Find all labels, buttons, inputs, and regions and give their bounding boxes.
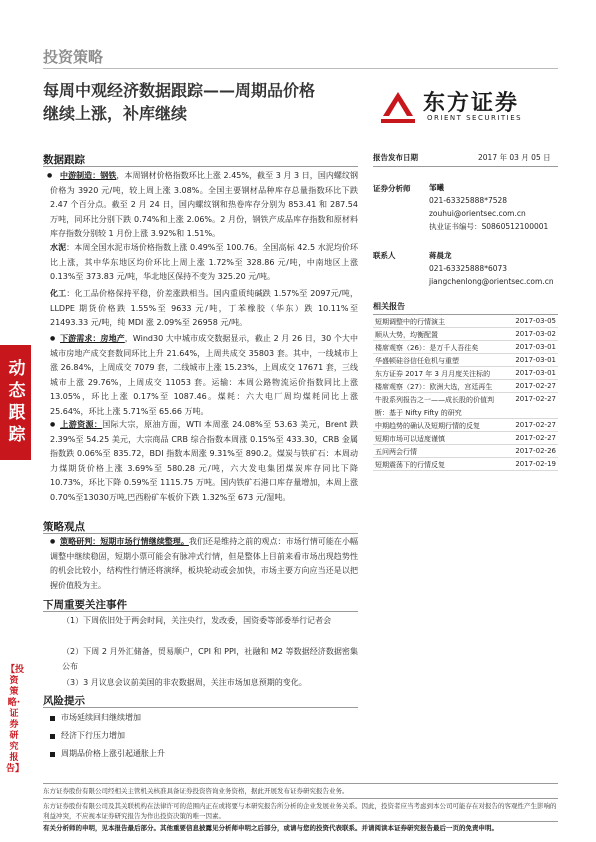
related-report-title[interactable]: 楼席观察（26）：是万千人吾往矣 [375,344,479,352]
risk-item: 市场延续回归继续增加 [61,713,141,722]
paragraph-text: ：化工品价格保持平稳，价差涨跌相当。国内重质纯碱跌 1.57%至 2097元/吨，LLDPE 期货价格跌 1.55%至 9633 元/吨，丁苯橡胶（华东）跌 10.11%至 21493.33 元/吨，纯 MDI 涨 2.09%至 26958 元/吨。 [50,289,358,327]
square-bullet-icon [50,716,55,721]
section-divider [43,533,358,534]
analyst-label: 证券分析师 [373,184,411,193]
report-title [43,79,363,125]
paragraph-keyword: 化工 [50,289,67,298]
related-reports-title: 相关报告 [373,302,405,311]
related-report-date: 2017-02-27 [515,434,556,442]
related-report-date: 2017-03-01 [515,369,556,377]
footer-divider [43,798,558,799]
related-report-row[interactable] [373,393,558,406]
paragraph-keyword: 下游需求：房地产 [60,334,125,343]
event-item: （1）下周依旧处于两会时间，关注央行，发改委，国资委等部委举行记者会 [62,616,332,625]
company-logo [373,86,558,128]
related-report-row[interactable] [373,419,558,432]
related-report-row[interactable] [373,406,558,419]
analyst-email[interactable]: zouhui@orientsec.com.cn [429,209,526,218]
related-report-row[interactable] [373,354,558,367]
related-report-title[interactable]: 断：基于 Nifty Fifty 的研究 [375,409,462,417]
title-line-2: 继续上涨，补库继续 [43,104,188,123]
paragraph-text: 国际大宗，原油方面，WTI 本周涨 24.08%至 53.63 美元，Brent 跌 2.39%至 54.25 美元，大宗商品 CRB 综合指数本周涨 0.15%至 433.30，CRB 金属指数跌 0.06%至 835.72，BDI 指数本周涨 9.31%至 890.2。煤炭与铁矿石：本周动力煤期货价格上涨 3.69%至 580.28 元/吨，六大发电集团煤炭库存同比下降 10.73%，环比下降 0.59%至 1115.75 万吨。国内铁矿石港口库存量增加，本周上涨 0.70%至13030万吨,巴西粉矿车板价下跌 1.32%至 673 元/湿吨。 [50,420,358,502]
footer-line-3: 有关分析师的申明，见本报告最后部分。其他重要信息披露见分析师申明之后部分，或请与您的投资代表联系。并请阅读本证券研究报告最后一页的免责申明。 [43,824,498,832]
section-title-events: 下周重要关注事件 [43,599,127,611]
section-title-strategy: 策略观点 [43,521,85,533]
header-divider [43,68,558,69]
contact-email[interactable]: jiangchenlong@orientsec.com.cn [429,277,554,286]
related-report-title[interactable]: 牛股系列报告之一——成长股的价值判 [375,396,494,404]
event-item: （2）下周 2 月外汇储备，贸易顺户，CPI 和 PPI，社融和 M2 等数据经济数据密集公布 [62,647,358,671]
related-report-row[interactable] [373,341,558,354]
related-report-title[interactable]: 顺从大势，均衡配置 [375,331,438,339]
orient-logo-icon [377,86,419,128]
paragraph-text: 我们还是维持之前的观点：市场行情可能在小幅调整中继续稳固，短期小票可能会有脉冲式行情，但是整体上目前来看市场出现趋势性的机会比较小，结构性行情还将演绎，板块轮动或会加快，市场主要方向应当还是以把握价值股为主。 [50,537,359,590]
paragraph-text: ，本周钢材价格指数环比上涨 2.45%，截至 3 月 3 日，国内螺纹钢价格为 3920 元/吨，较上周上涨 3.08%。全国主要钢材品种库存总量指数环比下跌 2.47 个百分点。截至 2 月 24 日，国内螺纹钢和热卷库存分别为 853.41 和 287.54 万吨，同环比分别下跌 0.74%和上涨 2.06%。2 月份，钢铁产成品库存指数和原材料库存指数分别较 1 月份上涨 3.92%和 1.51%。 [50,171,359,238]
contact-label: 联系人 [373,251,396,260]
related-report-date: 2017-02-26 [515,447,556,455]
paragraph-keyword: 水泥 [50,243,67,252]
paragraph-text: ：本周全国水泥市场价格指数上涨 0.49%至 100.76。全国高标 42.5 水泥均价环比上涨，其中华东地区均价环比上周上涨 1.72%至 328.86 元/吨，中南地区上涨 0.13%至 373.83 元/吨，华北地区保持不变为 325.20 元/吨。 [50,243,359,281]
paragraph-chemical [50,287,358,331]
title-line-1: 每周中观经济数据跟踪——周期品价格 [43,81,316,100]
analyst-name: 邹曦 [429,183,444,192]
paragraph-keyword: 策略研判：短期市场行情继续整理。 [60,537,189,546]
related-report-date: 2017-03-01 [515,343,556,351]
footer-divider [43,783,558,784]
analyst-cert: 执业证书编号：S0860512100001 [429,222,549,231]
related-report-title[interactable]: 五问两会行情 [375,448,417,456]
related-report-date: 2017-03-05 [515,317,556,325]
related-report-title[interactable]: 东方证券 2017 年 3 月月度关注标的 [375,370,491,378]
risk-item: 经济下行压力增加 [61,731,125,740]
paragraph-downstream [50,332,358,419]
section-divider [43,611,358,612]
bullet-icon: ● [50,421,56,428]
section-title-risk: 风险提示 [43,695,85,707]
related-report-date: 2017-02-27 [515,382,556,390]
bullet-icon: ● [50,538,56,545]
related-report-row[interactable] [373,432,558,445]
paragraph-text: ，Wind30 大中城市成交数据显示，截止 2 月 26 日，30 个大中城市房地产成交套数同环比上升 21.64%，上周共成交 35803 套。其中，一线城市上涨 26.84%，上周成交 7079 套，二线城市上涨 15.23%，上周成交 17671 套，三线城市上涨 29.76%，上周成交 11053 套。运输：本周公路物流运价指数同比上涨 13.05%，环比上涨 0.17%至 1087.46。煤耗：六大电厂周均煤耗同比上涨 25.64%，环比上涨 5.71%至 65.66 万吨。 [50,334,358,416]
paragraph-cement [50,241,358,285]
report-category: 投资策略 [43,48,104,66]
paragraph-midstream [47,169,359,242]
paragraph-keyword: 上游资源： [60,420,103,429]
section-divider [43,707,358,708]
square-bullet-icon [50,752,55,757]
related-report-row[interactable] [373,328,558,341]
side-report-tag: 【投资策略·证券研究报告】 [6,665,25,774]
bullet-icon: ● [47,172,53,179]
related-report-date: 2017-03-01 [515,356,556,364]
risk-item: 周期品价格上涨引起通胀上升 [61,749,165,758]
related-report-title[interactable]: 华盛顿硅谷信任危机与重塑 [375,357,459,365]
report-date: 2017 年 03 月 05 日 [478,153,551,162]
related-report-title[interactable]: 短期市场可以适度谨慎 [375,435,445,443]
related-report-title[interactable]: 短期震荡下的行情反复 [375,461,445,469]
bullet-icon: ● [50,335,56,342]
related-report-date: 2017-02-27 [515,421,556,429]
related-report-row[interactable] [373,380,558,393]
section-divider [43,166,358,167]
related-report-row[interactable] [373,445,558,458]
contact-name: 蒋晨龙 [429,251,452,260]
paragraph-keyword: 中游制造：钢铁 [60,171,117,180]
side-band-label: 动态跟踪 [8,359,26,445]
related-report-row[interactable] [373,367,558,380]
paragraph-strategy [50,535,358,593]
footer-divider [43,821,558,822]
related-report-row[interactable] [373,458,558,471]
paragraph-upstream [50,418,358,505]
report-date-label: 报告发布日期 [373,153,418,162]
event-item: （3）3 月议息会议前美国的非农数据周，关注市场加息预期的变化。 [62,678,307,687]
info-divider [373,166,558,167]
logo-name-cn: 东方证券 [423,91,520,116]
analyst-tel: 021-63325888*7528 [429,196,508,205]
related-report-row[interactable] [373,315,558,328]
footer-line-1: 东方证券股份有限公司经相关主管机关核准具备证券投资咨询业务资格，据此开展发布证券研究报告业务。 [43,787,349,795]
related-report-date: 2017-02-27 [515,395,556,403]
related-report-title[interactable]: 中期趋势的确认及短期行情的反复 [375,422,480,430]
related-report-title[interactable]: 楼席观察（27）：欧洲大选，宫廷再生 [375,383,493,391]
related-report-title[interactable]: 短期调整中的行情演主 [375,318,445,326]
square-bullet-icon [50,734,55,739]
contact-tel: 021-63325888*6073 [429,264,508,273]
related-report-date: 2017-03-02 [515,330,556,338]
related-report-date: 2017-02-19 [515,460,556,468]
footer-line-2: 东方证券股份有限公司及其关联机构在法律许可的范围内正在或将要与本研究报告所分析的企业发展业务关系。因此，投资者应当考虑到本公司可能存在对报告的客观性产生影响的利益冲突，不应视本证券研究报告为作出投资决策的唯一因素。 [43,802,557,820]
logo-name-en: ORIENT SECURITIES [427,114,523,122]
section-title-data-tracking: 数据跟踪 [43,154,85,166]
